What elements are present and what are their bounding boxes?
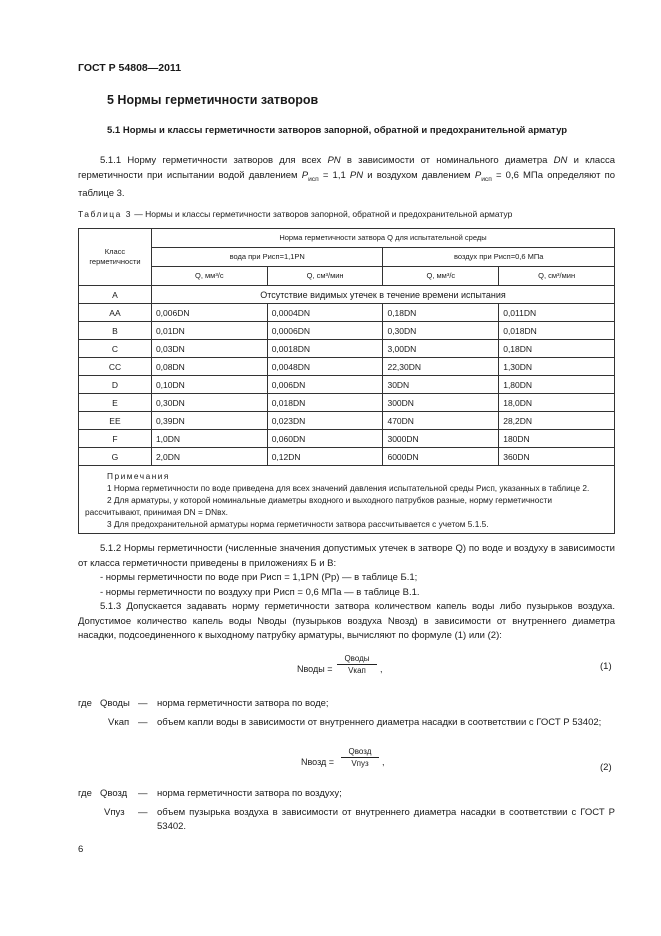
col-class-header: Класс герметичности bbox=[79, 229, 152, 286]
formula-2-number: (2) bbox=[600, 762, 612, 773]
formula-1-fraction: Qводы Vкап bbox=[337, 654, 377, 675]
table-row: AA 0,006DN 0,0004DN 0,18DN 0,011DN bbox=[79, 304, 615, 322]
subheader: Q, мм³/с bbox=[151, 267, 267, 286]
section-title: 5 Нормы герметичности затворов bbox=[107, 93, 319, 107]
water-header: вода при Pисп=1,1PN bbox=[151, 248, 383, 267]
paragraph-5-1-3: 5.1.3 Допускается задавать норму герметичности затвора количеством капель воды либо пузырьков воздуха. Допустимое количество капель воды Nводы (пузырьков воздуха Nвозд) в зависимости от внутреннего диаметра насадки, подсоединенного к выходному патрубку арматуры, вычисляют по формуле (1) или (2): bbox=[78, 601, 615, 641]
symbol: Qводы bbox=[100, 698, 130, 709]
subheader: Q, см³/мин bbox=[499, 267, 615, 286]
subheader: Q, см³/мин bbox=[267, 267, 383, 286]
symbol: Qвозд bbox=[100, 788, 128, 799]
document-header: ГОСТ Р 54808—2011 bbox=[78, 62, 182, 74]
symbol: Vпуз bbox=[104, 807, 125, 818]
table-notes: Примечания 1 Норма герметичности по воде приведена для всех значений давления испытательной среды Pисп, указанных в таблице 2. 2 Для арматуры, у которой номинальные диаметры входного и выходного патрубков разные, норму герметичности рассчитывают, принимая DN = DNвх. 3 Для предохранительной арматуры норма герметичности затвора рассчитывается с учетом 5.1.5. bbox=[79, 466, 615, 534]
subheader: Q, мм³/с bbox=[383, 267, 499, 286]
formula-2-lhs: Nвозд = bbox=[301, 757, 335, 767]
formula-1-number: (1) bbox=[600, 661, 612, 672]
page-number: 6 bbox=[78, 844, 84, 855]
formula-2-fraction: Qвозд Vпуз bbox=[341, 747, 379, 768]
table-row: E 0,30DN 0,018DN 300DN 18,0DN bbox=[79, 394, 615, 412]
table-row: CC 0,08DN 0,0048DN 22,30DN 1,30DN bbox=[79, 358, 615, 376]
table-row: A Отсутствие видимых утечек в течение времени испытания bbox=[79, 286, 615, 304]
subsection-title: 5.1 Нормы и классы герметичности затворов запорной, обратной и предохранительной арматур bbox=[107, 125, 568, 136]
leakage-norms-table bbox=[78, 228, 615, 534]
symbol: Vкап bbox=[108, 717, 130, 728]
table-row: D 0,10DN 0,006DN 30DN 1,80DN bbox=[79, 376, 615, 394]
air-header: воздух при Pисп=0,6 МПа bbox=[383, 248, 615, 267]
table-row: F 1,0DN 0,060DN 3000DN 180DN bbox=[79, 430, 615, 448]
table-row: B 0,01DN 0,0006DN 0,30DN 0,018DN bbox=[79, 322, 615, 340]
paragraph-5-1-2: 5.1.2 Нормы герметичности (численные значения допустимых утечек в затворе Q) по воде и воздуху в зависимости от класса герметичности приведены в приложениях Б и В: - нормы герметичности по воде при Pисп = 1,1PN (Pр) — в таблице Б.1; - нормы герметичности по воздуху при Pисп = 0,6 МПа — в таблице В.1. bbox=[78, 543, 615, 598]
norm-header: Норма герметичности затвора Q для испытательной среды bbox=[151, 229, 614, 248]
table-caption: Таблица 3 — Нормы и классы герметичности затворов запорной, обратной и предохранительной арматур bbox=[78, 209, 513, 219]
formula-1-lhs: Nводы = bbox=[297, 664, 333, 674]
paragraph-5-1-1: 5.1.1 Норму герметичности затворов для всех PN в зависимости от номинального диаметра DN и класса герметичности при испытании водой давлением $P_{исп} = 1,1$ PN и воздухом давлением $P_{исп} = 0,6$ МПа определяют по таблице 3. bbox=[78, 155, 616, 199]
table-row: C 0,03DN 0,0018DN 3,00DN 0,18DN bbox=[79, 340, 615, 358]
table-row: G 2,0DN 0,12DN 6000DN 360DN bbox=[79, 448, 615, 466]
table-row: EE 0,39DN 0,023DN 470DN 28,2DN bbox=[79, 412, 615, 430]
